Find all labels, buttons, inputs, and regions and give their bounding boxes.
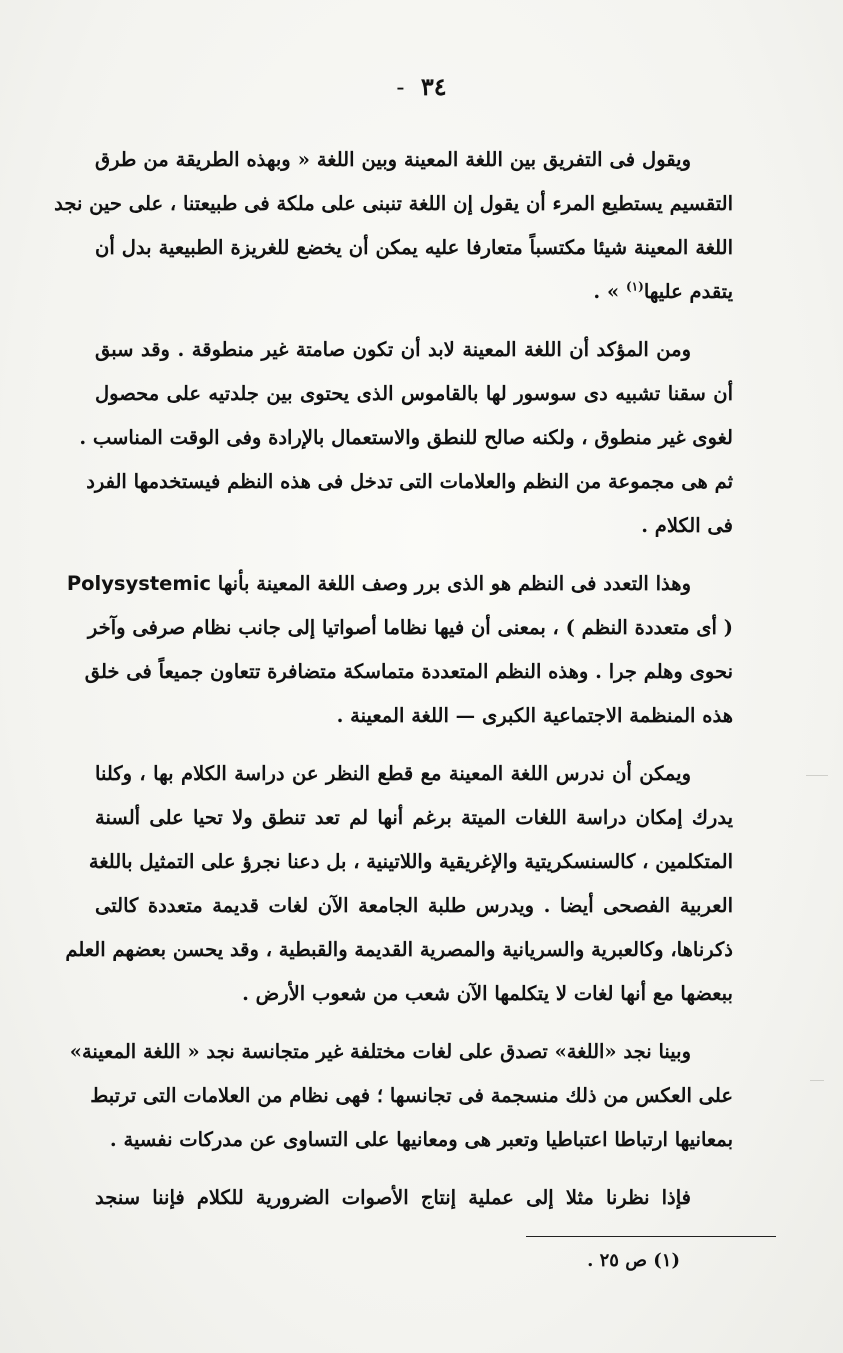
quote-close: » . [593, 280, 626, 303]
paragraph-line: نحوى وهلم جرا . وهذه النظم المتعددة متماسكة متضافرة تتعاون جميعاً فى خلق [84, 660, 733, 683]
paragraph-1 [54, 138, 775, 314]
paragraph-line: على العكس من ذلك منسجمة فى تجانسها ؛ فهى نظام من العلامات التى ترتبط [90, 1084, 733, 1107]
paragraph-line: ومن المؤكد أن اللغة المعينة لابد أن تكون صامتة غير منطوقة . وقد سبق [95, 338, 691, 361]
latin-term: Polysystemic [66, 572, 211, 595]
paragraph-line-text: وهذا التعدد فى النظم هو الذى برر وصف اللغة المعينة بأنها [217, 572, 691, 595]
paragraph-2 [79, 328, 775, 548]
page-number-value: ٣٤ [420, 72, 447, 101]
paragraph-line: فى الكلام . [641, 514, 733, 537]
paragraph-line: التقسيم يستطيع المرء أن يقول إن اللغة تنبنى على ملكة فى طبيعتنا ، على حين نجد [54, 192, 733, 215]
footnote: (١) ص ٢٥ . [587, 1250, 680, 1271]
paragraph-line: ذكرناها، وكالعبرية والسريانية والمصرية القديمة والقبطية ، وقد يحسن بعضهم العلم [65, 938, 733, 961]
paragraph-3 [66, 562, 775, 738]
paragraph-6 [95, 1176, 775, 1220]
page-number-dash: - [396, 73, 405, 101]
scan-mark [810, 1080, 824, 1081]
footnote-divider [526, 1236, 776, 1237]
paragraph-line: ثم هى مجموعة من النظم والعلامات التى تدخل فى هذه النظم فيستخدمها الفرد [86, 470, 733, 493]
paragraph-line: يدرك إمكان دراسة اللغات الميتة برغم أنها لم تعد تنطق ولا تحيا على ألسنة [95, 806, 733, 829]
paragraph-5 [69, 1030, 775, 1162]
footnote-reference: (١) [625, 279, 644, 294]
paragraph-line: ( أى متعددة النظم ) ، بمعنى أن فيها نظاما أصواتيا إلى جانب نظام صرفى وآخر [87, 616, 733, 639]
paragraph-line: ببعضها مع أنها لغات لا يتكلمها الآن شعب من شعوب الأرض . [242, 982, 733, 1005]
paragraph-line: المتكلمين ، كالسنسكريتية والإغريقية واللاتينية ، بل دعنا نجرؤ على التمثيل باللغة [88, 850, 733, 873]
paragraph-line: ويمكن أن ندرس اللغة المعينة مع قطع النظر عن دراسة الكلام بها ، وكلنا [95, 762, 691, 785]
paragraph-line: هذه المنظمة الاجتماعية الكبرى — اللغة المعينة . [336, 704, 733, 727]
paragraph-4 [65, 752, 775, 1016]
scan-mark [806, 775, 828, 776]
paragraph-line-text: يتقدم عليها [643, 280, 733, 303]
paragraph-line: العربية الفصحى أيضا . ويدرس طلبة الجامعة الآن لغات قديمة متعددة كالتى [95, 894, 733, 917]
paragraph-line: اللغة المعينة شيئا مكتسباً متعارفا عليه يمكن أن يخضع للغريزة الطبيعية بدل أن [95, 236, 733, 259]
body-text [54, 138, 775, 1234]
paragraph-line-with-latin [66, 562, 775, 606]
paragraph-line: بمعانيها ارتباطا اعتباطيا وتعبر هى ومعانيها على التساوى عن مدركات نفسية . [109, 1128, 733, 1151]
paragraph-line: ويقول فى التفريق بين اللغة المعينة وبين اللغة « وبهذه الطريقة من طرق [95, 148, 691, 171]
paragraph-line: أن سقنا تشبيه دى سوسور لها بالقاموس الذى يحتوى بين جلدتيه على محصول [95, 382, 733, 405]
page-number [0, 72, 843, 101]
paragraph-line: لغوى غير منطوق ، ولكنه صالح للنطق والاستعمال بالإرادة وفى الوقت المناسب . [79, 426, 733, 449]
paragraph-line: فإذا نظرنا مثلا إلى عملية إنتاج الأصوات الضرورية للكلام فإننا سنجد [95, 1186, 691, 1209]
paragraph-line: وبينا نجد «اللغة» تصدق على لغات مختلفة غير متجانسة نجد « اللغة المعينة» [69, 1040, 691, 1063]
paragraph-line-with-footnote [95, 270, 775, 314]
